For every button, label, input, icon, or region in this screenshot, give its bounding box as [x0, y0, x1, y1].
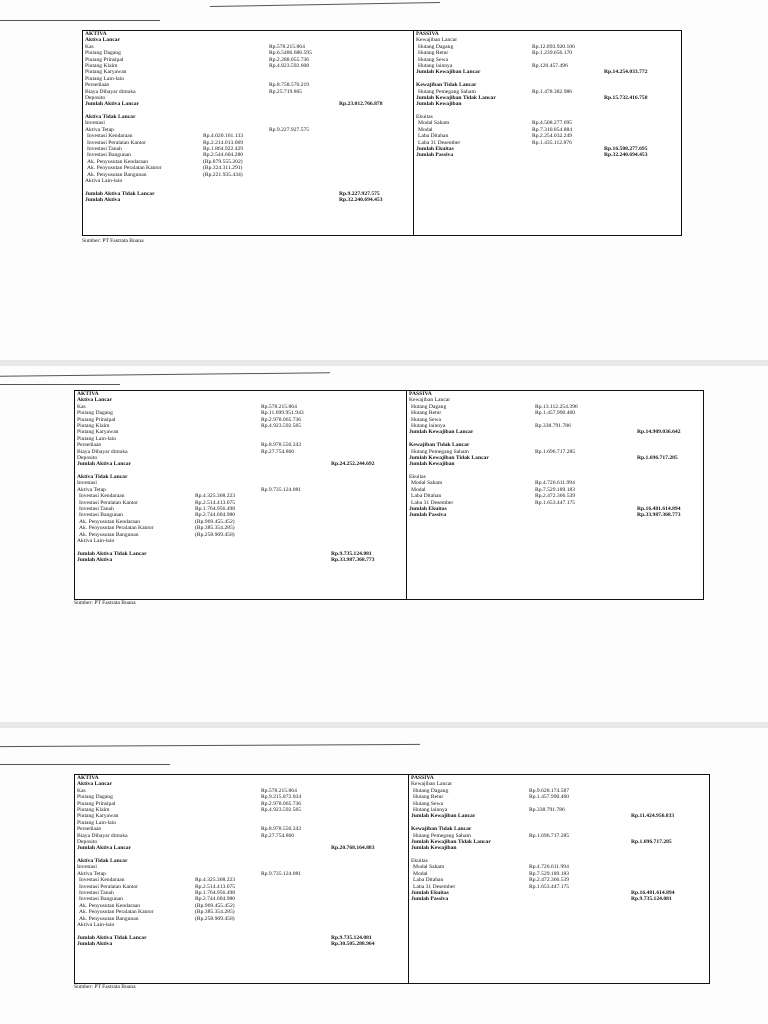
- aktiva-amount-value: Rp.8.978.556.243: [261, 442, 302, 449]
- aktiva-row-label: Aktiva Lancar: [77, 397, 112, 404]
- aktiva-row-label: Piutang Dagang: [85, 50, 121, 57]
- aktiva-row-label: Investasi Bangunan: [79, 512, 123, 519]
- passiva-row-label: Modal Saham: [411, 480, 443, 487]
- aktiva-row-label: Investasi Tanah: [87, 146, 122, 153]
- source-note: Sumber: PT Fastrata Buana: [74, 600, 136, 606]
- aktiva-total-value: Rp.32.240.694.453: [339, 197, 383, 204]
- aktiva-row: [75, 941, 408, 947]
- passiva-row-label: Laba 31 Desember: [411, 499, 454, 506]
- aktiva-row-label: Ak. Penyusutan Peralatan Kantor: [79, 525, 154, 532]
- aktiva-row-label: AKTIVA: [85, 31, 107, 37]
- aktiva-row-label: Investasi Peralatan Kantor: [87, 139, 147, 146]
- aktiva-row-label: Investasi Kendaraan: [79, 493, 125, 500]
- passiva-total-value: Rp.11.424.956.833: [631, 813, 675, 820]
- aktiva-row-label: AKTIVA: [77, 775, 99, 781]
- aktiva-row-label: Piutang Dagang: [77, 410, 113, 417]
- aktiva-row-label: Jumlah Aktiva Lancar: [85, 101, 140, 108]
- aktiva-row-label: Deposito: [85, 94, 106, 101]
- aktiva-amount-value: Rp.11.699.951.943: [261, 410, 304, 417]
- passiva-column: [407, 391, 703, 599]
- aktiva-amount-value: Rp.2.744.604.980: [195, 512, 236, 519]
- aktiva-row-label: Investasi Tanah: [79, 506, 114, 513]
- scan-line: [0, 384, 120, 385]
- aktiva-row-label: Persediaan: [77, 826, 102, 833]
- passiva-amount-value: Rp.7.529.189.183: [529, 870, 570, 877]
- source-note: Sumber: PT Fastrata Buana: [82, 238, 144, 244]
- passiva-amount-value: Rp.7.529.189.183: [535, 486, 576, 493]
- aktiva-row-label: Jumlah Aktiva Lancar: [77, 461, 132, 468]
- aktiva-amount-value: (Rp.969.455.452): [195, 518, 235, 525]
- aktiva-amount-value: Rp.8.758.576.219: [269, 82, 310, 89]
- aktiva-row-label: Ak. Penyusutan Kendaraan: [79, 902, 141, 909]
- aktiva-amount-value: Rp.4.325.368.223: [195, 877, 236, 884]
- passiva-row-label: Jumlah Kewajiban Lancar: [416, 69, 481, 76]
- passiva-row-label: Hutang Retur: [413, 794, 444, 801]
- aktiva-amount-value: Rp.9.227.927.575: [269, 126, 310, 133]
- aktiva-total-value: Rp.24.252.244.692: [331, 461, 375, 468]
- aktiva-column: [75, 775, 409, 983]
- passiva-row-label: PASSIVA: [411, 775, 434, 781]
- aktiva-row-label: Investasi Bangunan: [87, 152, 131, 159]
- aktiva-amount-value: Rp.578.215.864: [261, 787, 297, 794]
- aktiva-row-label: Ak. Penyusutan Bangunan: [79, 531, 139, 538]
- passiva-total-value: Rp.14.254.033.772: [604, 69, 648, 76]
- aktiva-row-label: Piutang Prinsipal: [77, 416, 116, 423]
- passiva-row-label: Kewajiban Tidak Lancar: [411, 826, 472, 833]
- passiva-row-label: Kewajiban Tidak Lancar: [409, 442, 470, 449]
- passiva-row-label: Hutang Retur: [418, 50, 449, 57]
- aktiva-amount-value: (Rp.385.354.285): [195, 525, 235, 532]
- passiva-row-label: Hutang Sewa: [413, 800, 443, 807]
- passiva-row-label: Ekuitas: [409, 474, 426, 481]
- aktiva-amount-value: Rp.27.754.866: [261, 832, 295, 839]
- aktiva-row-label: Piutang Lain-lain: [77, 435, 116, 442]
- aktiva-amount-value: Rp.2.978.065.736: [261, 800, 302, 807]
- aktiva-total-value: Rp.23.012.766.878: [339, 101, 383, 108]
- aktiva-row-label: Aktiva Tetap: [85, 126, 114, 133]
- aktiva-total-value: Rp.33.987.368.773: [331, 557, 375, 564]
- passiva-amount-value: Rp.120.457.496: [532, 62, 568, 69]
- aktiva-amount-value: (Rp.385.354.285): [195, 909, 235, 916]
- aktiva-row-label: Jumlah Aktiva: [77, 557, 113, 564]
- passiva-total-value: Rp.9.735.124.081: [631, 896, 672, 903]
- aktiva-row-label: AKTIVA: [77, 391, 99, 397]
- source-note: Sumber: PT Fastrata Buana: [74, 984, 136, 990]
- passiva-row-label: Modal: [418, 126, 433, 133]
- passiva-total-value: Rp.16.481.614.894: [631, 890, 675, 897]
- passiva-row: [409, 896, 709, 902]
- aktiva-row-label: Aktiva Lain-lain: [77, 537, 115, 544]
- aktiva-row-label: Jumlah Aktiva Tidak Lancar: [85, 190, 155, 197]
- passiva-row-label: Hutang Dagang: [411, 403, 447, 410]
- passiva-row-label: Modal: [413, 870, 428, 877]
- aktiva-amount-value: Rp.4.020.161.133: [203, 133, 244, 140]
- aktiva-amount-value: (Rp.879.555.202): [203, 158, 243, 165]
- aktiva-amount-value: Rp.578.215.864: [261, 403, 297, 410]
- passiva-amount-value: Rp.338.791.786: [535, 422, 571, 429]
- passiva-row-label: Jumlah Kewajiban: [416, 101, 462, 108]
- aktiva-total-value: Rp.30.505.288.964: [331, 941, 375, 948]
- passiva-row-label: Jumlah Kewajiban: [409, 461, 455, 468]
- aktiva-row-label: Piutang Prinsipal: [77, 800, 116, 807]
- passiva-row-label: Hutang lainnya: [418, 62, 453, 69]
- passiva-row-label: PASSIVA: [409, 391, 432, 397]
- aktiva-amount-value: (Rp.969.455.452): [195, 902, 235, 909]
- passiva-amount-value: Rp.4.726.611.994: [535, 480, 575, 487]
- aktiva-row-label: Aktiva Tidak Lancar: [77, 474, 128, 481]
- passiva-row-label: Jumlah Kewajiban Tidak Lancar: [409, 454, 489, 461]
- passiva-total-value: Rp.1.696.717.285: [631, 838, 672, 845]
- aktiva-row-label: Aktiva Lain-lain: [85, 177, 123, 184]
- aktiva-row: [75, 557, 406, 563]
- passiva-row-label: Jumlah Ekuitas: [411, 890, 449, 897]
- passiva-row-label: Modal Saham: [418, 120, 450, 127]
- aktiva-amount-value: Rp.4.823.592.608: [269, 62, 310, 69]
- passiva-total-value: Rp.15.732.416.758: [604, 94, 648, 101]
- aktiva-row-label: Kas: [77, 403, 86, 410]
- aktiva-amount-value: Rp.6.5486.686.595: [269, 50, 312, 57]
- aktiva-amount-value: Rp.1.864.922.429: [203, 146, 244, 153]
- aktiva-row-label: Investasi Peralatan Kantor: [79, 499, 139, 506]
- passiva-amount-value: Rp.1.457.990.460: [535, 410, 576, 417]
- passiva-row-label: Kewajiban Tidak Lancar: [416, 82, 477, 89]
- scan-line: [0, 764, 170, 765]
- passiva-row-label: Laba 31 Desember: [413, 883, 456, 890]
- passiva-row-label: Ekuitas: [411, 858, 428, 865]
- passiva-total-value: Rp.16.508.277.695: [604, 146, 648, 153]
- aktiva-row-label: Aktiva Tidak Lancar: [77, 858, 128, 865]
- aktiva-row: [83, 197, 413, 203]
- aktiva-row-label: Piutang Karyawan: [77, 429, 119, 436]
- passiva-row-label: Hutang Sewa: [418, 56, 448, 63]
- aktiva-amount-value: Rp.9.215.872.034: [261, 794, 302, 801]
- aktiva-amount-value: (Rp.221.935.434): [203, 171, 243, 178]
- passiva-amount-value: Rp.2.472.366.539: [535, 493, 576, 500]
- balance-sheet-table: [74, 390, 704, 600]
- passiva-column: [414, 31, 681, 235]
- passiva-amount-value: Rp.338.791.786: [529, 806, 565, 813]
- aktiva-total-value: Rp.9.735.124.081: [331, 934, 372, 941]
- passiva-row-label: Hutang Pemegang Saham: [418, 88, 476, 95]
- aktiva-row-label: Piutang Dagang: [77, 794, 113, 801]
- passiva-row-label: Hutang Pemegang Saham: [411, 448, 469, 455]
- passiva-row-label: Modal Saham: [413, 864, 445, 871]
- aktiva-amount-value: (Rp.258.969.458): [195, 531, 235, 538]
- aktiva-row-label: Aktiva Lain-lain: [77, 921, 115, 928]
- aktiva-amount-value: Rp.2.514.413.675: [195, 883, 236, 890]
- aktiva-amount-value: Rp.1.764.956.498: [195, 506, 236, 513]
- aktiva-row-label: Jumlah Aktiva Tidak Lancar: [77, 934, 147, 941]
- scan-line: [0, 20, 160, 21]
- passiva-amount-value: Rp.1.457.990.460: [529, 794, 570, 801]
- aktiva-row-label: Piutang Prinsipal: [85, 56, 124, 63]
- aktiva-total-value: Rp.9.735.124.081: [331, 550, 372, 557]
- aktiva-row-label: Biaya Dibayar dimuka: [77, 832, 128, 839]
- passiva-row-label: Hutang Dagang: [413, 787, 449, 794]
- aktiva-row-label: Ak. Penyusutan Kendaraan: [79, 518, 141, 525]
- passiva-amount-value: Rp.2.472.366.539: [529, 877, 570, 884]
- passiva-row-label: Hutang Retur: [411, 410, 442, 417]
- passiva-row-label: Ekuitas: [416, 114, 433, 121]
- aktiva-row-label: Investasi: [77, 864, 97, 871]
- passiva-row-label: Jumlah Kewajiban Tidak Lancar: [416, 94, 496, 101]
- aktiva-row-label: Jumlah Aktiva Lancar: [77, 845, 132, 852]
- aktiva-amount-value: Rp.4.325.368.223: [195, 493, 236, 500]
- aktiva-row-label: Kas: [77, 787, 86, 794]
- passiva-amount-value: Rp.9.628.174.587: [529, 787, 570, 794]
- aktiva-column: [75, 391, 407, 599]
- passiva-row-label: Jumlah Ekuitas: [409, 506, 447, 513]
- aktiva-amount-value: (Rp.258.969.458): [195, 915, 235, 922]
- aktiva-row-label: Aktiva Tetap: [77, 486, 106, 493]
- aktiva-row-label: Piutang Klaim: [85, 62, 118, 69]
- aktiva-amount-value: Rp.2.514.413.675: [195, 499, 236, 506]
- aktiva-row-label: Aktiva Tidak Lancar: [85, 114, 136, 121]
- passiva-row-label: Hutang lainnya: [413, 806, 448, 813]
- passiva-amount-value: Rp.2.254.032.249: [532, 133, 573, 140]
- passiva-row-label: Jumlah Kewajiban Lancar: [411, 813, 476, 820]
- aktiva-row-label: Piutang Lain-lain: [77, 819, 116, 826]
- aktiva-row-label: Investasi Peralatan Kantor: [79, 883, 139, 890]
- aktiva-row-label: Investasi Tanah: [79, 890, 114, 897]
- passiva-amount-value: Rp.1.696.717.285: [535, 448, 576, 455]
- aktiva-row-label: Ak. Penyusutan Kendaraan: [87, 158, 149, 165]
- passiva-row-label: Laba Ditahan: [418, 133, 449, 140]
- aktiva-row-label: Aktiva Lancar: [77, 781, 112, 788]
- passiva-amount-value: Rp.12.893.920.106: [532, 43, 575, 50]
- aktiva-amount-value: Rp.9.735.124.081: [261, 870, 302, 877]
- passiva-row-label: Jumlah Kewajiban: [411, 845, 457, 852]
- aktiva-row-label: Jumlah Aktiva: [85, 197, 121, 204]
- aktiva-row-label: Investasi Kendaraan: [79, 877, 125, 884]
- passiva-row-label: Hutang lainnya: [411, 422, 446, 429]
- passiva-row-label: Laba Ditahan: [411, 493, 442, 500]
- passiva-total-value: Rp.1.696.717.285: [637, 454, 678, 461]
- aktiva-amount-value: (Rp.324.311.291): [203, 165, 243, 172]
- aktiva-row-label: Jumlah Aktiva Tidak Lancar: [77, 550, 147, 557]
- aktiva-row-label: Investasi: [77, 480, 97, 487]
- passiva-amount-value: Rp.1.653.447.175: [535, 499, 576, 506]
- aktiva-row-label: Biaya Dibayar dimuka: [77, 448, 128, 455]
- passiva-amount-value: Rp.4.726.611.994: [529, 864, 569, 871]
- passiva-total-value: Rp.16.481.614.894: [637, 506, 681, 513]
- passiva-row-label: Jumlah Passiva: [411, 896, 449, 903]
- passiva-row-label: Kewajiban Lancar: [411, 781, 453, 788]
- aktiva-row-label: Aktiva Lancar: [85, 37, 120, 44]
- passiva-amount-value: Rp.1.478.382.986: [532, 88, 573, 95]
- aktiva-amount-value: Rp.2.978.065.736: [261, 416, 302, 423]
- passiva-row: [414, 152, 681, 158]
- passiva-row-label: Hutang Sewa: [411, 416, 441, 423]
- passiva-row-label: Hutang Pemegang Saham: [413, 832, 471, 839]
- aktiva-amount-value: Rp.9.735.124.081: [261, 486, 302, 493]
- passiva-amount-value: Rp.1.239.656.170: [532, 50, 573, 57]
- aktiva-row-label: Investasi: [85, 120, 105, 127]
- passiva-total-value: Rp.32.240.694.453: [604, 152, 648, 159]
- balance-sheet-table: [82, 30, 682, 236]
- passiva-amount-value: Rp.1.653.447.175: [529, 883, 570, 890]
- passiva-row-label: Kewajiban Lancar: [409, 397, 451, 404]
- passiva-row-label: Laba Ditahan: [413, 877, 444, 884]
- aktiva-row-label: Persediaan: [77, 442, 102, 449]
- passiva-row-label: Modal: [411, 486, 426, 493]
- aktiva-row-label: Persediaan: [85, 82, 110, 89]
- aktiva-amount-value: Rp.25.719.865: [269, 88, 303, 95]
- passiva-column: [409, 775, 709, 983]
- passiva-row-label: Laba 31 Desember: [418, 139, 461, 146]
- aktiva-row-label: Piutang Klaim: [77, 422, 110, 429]
- aktiva-row-label: Deposito: [77, 454, 98, 461]
- passiva-row-label: Jumlah Passiva: [409, 512, 447, 519]
- aktiva-amount-value: Rp.2.744.604.980: [195, 896, 236, 903]
- aktiva-amount-value: Rp.578.215.864: [269, 43, 305, 50]
- balance-sheet-table: [74, 774, 710, 984]
- aktiva-row-label: Biaya Dibayar dimuka: [85, 88, 136, 95]
- aktiva-total-value: Rp.20.768.164.883: [331, 845, 375, 852]
- passiva-row-label: Jumlah Kewajiban Tidak Lancar: [411, 838, 491, 845]
- aktiva-row-label: Piutang Lain-lain: [85, 75, 124, 82]
- passiva-amount-value: Rp.1.696.717.285: [529, 832, 570, 839]
- aktiva-column: [83, 31, 414, 235]
- passiva-amount-value: Rp.4.508.277.695: [532, 120, 573, 127]
- aktiva-amount-value: Rp.2.544.604.280: [203, 152, 244, 159]
- passiva-amount-value: Rp.13.112.254.396: [535, 403, 578, 410]
- aktiva-row-label: Investasi Kendaraan: [87, 133, 133, 140]
- aktiva-row-label: Piutang Karyawan: [77, 813, 119, 820]
- aktiva-amount-value: Rp.2.214.013.069: [203, 139, 244, 146]
- passiva-row-label: PASSIVA: [416, 31, 439, 37]
- aktiva-amount-value: Rp.4.923.592.565: [261, 806, 302, 813]
- aktiva-row-label: Investasi Bangunan: [79, 896, 123, 903]
- aktiva-amount-value: Rp.8.978.556.243: [261, 826, 302, 833]
- passiva-row-label: Jumlah Kewajiban Lancar: [409, 429, 474, 436]
- aktiva-row-label: Ak. Penyusutan Bangunan: [79, 915, 139, 922]
- aktiva-row-label: Piutang Klaim: [77, 806, 110, 813]
- aktiva-row-label: Ak. Penyusutan Bangunan: [87, 171, 147, 178]
- passiva-row-label: Hutang Dagang: [418, 43, 454, 50]
- passiva-amount-value: Rp.1.435.112.876: [532, 139, 572, 146]
- passiva-total-value: Rp.33.987.368.773: [637, 512, 681, 519]
- passiva-row-label: Kewajiban Lancar: [416, 37, 458, 44]
- aktiva-row-label: Jumlah Aktiva: [77, 941, 113, 948]
- aktiva-amount-value: Rp.27.754.866: [261, 448, 295, 455]
- aktiva-row-label: Piutang Karyawan: [85, 69, 127, 76]
- aktiva-total-value: Rp.9.227.927.575: [339, 190, 380, 197]
- passiva-row-label: Jumlah Passiva: [416, 152, 454, 159]
- aktiva-row-label: Kas: [85, 43, 94, 50]
- passiva-total-value: Rp.14.909.036.642: [637, 429, 681, 436]
- aktiva-row-label: Ak. Penyusutan Peralatan Kantor: [79, 909, 154, 916]
- passiva-row-label: Jumlah Ekuitas: [416, 146, 454, 153]
- passiva-amount-value: Rp.7.310.854.884: [532, 126, 573, 133]
- aktiva-amount-value: Rp.1.764.956.498: [195, 890, 236, 897]
- aktiva-amount-value: Rp.4.923.592.565: [261, 422, 302, 429]
- aktiva-row-label: Ak. Penyusutan Peralatan Kantor: [87, 165, 162, 172]
- passiva-row: [407, 512, 703, 518]
- aktiva-amount-value: Rp.2.288.055.736: [269, 56, 310, 63]
- aktiva-row-label: Aktiva Tetap: [77, 870, 106, 877]
- aktiva-row-label: Deposito: [77, 838, 98, 845]
